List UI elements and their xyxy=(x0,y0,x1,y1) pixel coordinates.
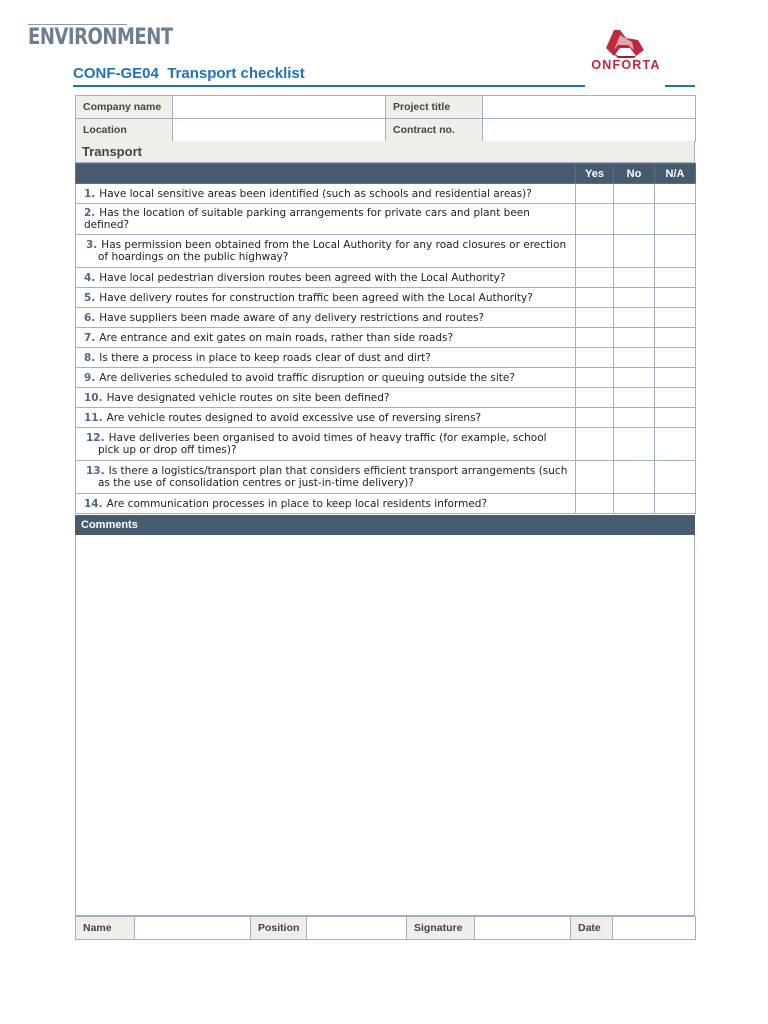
checklist-row xyxy=(76,268,696,288)
na-checkbox-cell[interactable] xyxy=(655,408,696,428)
question-text: Have local sensitive areas been identified (such as schools and residential areas)? xyxy=(99,187,532,200)
question-number: 1. xyxy=(84,187,96,200)
no-checkbox-cell[interactable] xyxy=(614,348,655,368)
yes-checkbox-cell[interactable] xyxy=(576,368,614,388)
question-cell xyxy=(76,268,576,288)
yes-checkbox-cell[interactable] xyxy=(576,328,614,348)
question-cell xyxy=(76,428,576,461)
question-cell xyxy=(76,308,576,328)
yes-column-header: Yes xyxy=(576,164,614,184)
contract-no-label: Contract no. xyxy=(386,119,483,142)
comments-header: Comments xyxy=(75,515,695,535)
logo-mark-icon xyxy=(584,28,668,62)
no-checkbox-cell[interactable] xyxy=(614,461,655,494)
question-cell xyxy=(76,328,576,348)
question-cell xyxy=(76,494,576,514)
section-brand-title: ENVIRONMENT xyxy=(28,25,173,50)
na-checkbox-cell[interactable] xyxy=(655,461,696,494)
yes-checkbox-cell[interactable] xyxy=(576,184,614,204)
question-text: Have delivery routes for construction traffic been agreed with the Local Authority? xyxy=(99,291,533,304)
checklist-row xyxy=(76,348,696,368)
question-cell xyxy=(76,461,576,494)
company-name-field[interactable] xyxy=(173,96,386,119)
question-number: 10. xyxy=(84,391,103,404)
question-cell xyxy=(76,408,576,428)
question-text: Is there a process in place to keep roads clear of dust and dirt? xyxy=(99,351,431,364)
checklist-header-row xyxy=(76,164,696,184)
checklist-row xyxy=(76,328,696,348)
question-text: Have designated vehicle routes on site been defined? xyxy=(106,391,390,404)
no-checkbox-cell[interactable] xyxy=(614,184,655,204)
checklist-row xyxy=(76,388,696,408)
yes-checkbox-cell[interactable] xyxy=(576,268,614,288)
question-number: 13. xyxy=(86,465,105,477)
title-underline-right xyxy=(665,85,695,87)
onforta-logo xyxy=(584,28,668,74)
document-title xyxy=(73,65,305,82)
company-name-label: Company name xyxy=(76,96,173,119)
question-text: Are communication processes in place to keep local residents informed? xyxy=(106,497,488,510)
checklist-row xyxy=(76,368,696,388)
location-label: Location xyxy=(76,119,173,142)
date-label: Date xyxy=(571,917,613,940)
no-checkbox-cell[interactable] xyxy=(614,388,655,408)
no-checkbox-cell[interactable] xyxy=(614,268,655,288)
question-text: Are vehicle routes designed to avoid excessive use of reversing sirens? xyxy=(106,411,482,424)
yes-checkbox-cell[interactable] xyxy=(576,494,614,514)
yes-checkbox-cell[interactable] xyxy=(576,388,614,408)
question-cell xyxy=(76,235,576,268)
question-text: Has permission been obtained from the Local Authority for any road closures or erection of hoardings on the public highway? xyxy=(98,239,567,263)
question-cell xyxy=(76,388,576,408)
na-checkbox-cell[interactable] xyxy=(655,308,696,328)
position-field[interactable] xyxy=(307,917,407,940)
no-column-header: No xyxy=(614,164,655,184)
document-code: CONF-GE04 xyxy=(73,65,159,82)
question-number: 9. xyxy=(84,371,96,384)
question-text: Has the location of suitable parking arrangements for private cars and plant been defined? xyxy=(84,207,530,231)
question-text: Have suppliers been made aware of any delivery restrictions and routes? xyxy=(99,311,485,324)
na-checkbox-cell[interactable] xyxy=(655,388,696,408)
question-number: 4. xyxy=(84,271,96,284)
logo-wordmark: ONFORTA xyxy=(591,58,661,72)
yes-checkbox-cell[interactable] xyxy=(576,428,614,461)
na-checkbox-cell[interactable] xyxy=(655,184,696,204)
name-label: Name xyxy=(76,917,135,940)
no-checkbox-cell[interactable] xyxy=(614,428,655,461)
question-number: 7. xyxy=(84,331,96,344)
checklist-row xyxy=(76,408,696,428)
checklist-row xyxy=(76,288,696,308)
na-checkbox-cell[interactable] xyxy=(655,328,696,348)
checklist-row xyxy=(76,235,696,268)
question-number: 14. xyxy=(84,497,103,510)
question-column-header xyxy=(76,164,576,184)
no-checkbox-cell[interactable] xyxy=(614,204,655,235)
na-checkbox-cell[interactable] xyxy=(655,494,696,514)
question-text: Are deliveries scheduled to avoid traffic disruption or queuing outside the site? xyxy=(99,371,515,384)
question-text: Have local pedestrian diversion routes been agreed with the Local Authority? xyxy=(99,271,506,284)
question-number: 6. xyxy=(84,311,96,324)
na-checkbox-cell[interactable] xyxy=(655,428,696,461)
section-title: Transport xyxy=(75,141,695,163)
checklist-table xyxy=(75,163,696,514)
question-cell xyxy=(76,368,576,388)
checklist-row xyxy=(76,494,696,514)
question-text: Are entrance and exit gates on main roads, rather than side roads? xyxy=(99,331,454,344)
question-cell xyxy=(76,288,576,308)
project-title-label: Project title xyxy=(386,96,483,119)
question-cell xyxy=(76,184,576,204)
na-checkbox-cell[interactable] xyxy=(655,288,696,308)
no-checkbox-cell[interactable] xyxy=(614,235,655,268)
no-checkbox-cell[interactable] xyxy=(614,408,655,428)
yes-checkbox-cell[interactable] xyxy=(576,204,614,235)
na-checkbox-cell[interactable] xyxy=(655,368,696,388)
no-checkbox-cell[interactable] xyxy=(614,328,655,348)
question-number: 3. xyxy=(86,239,98,251)
no-checkbox-cell[interactable] xyxy=(614,368,655,388)
question-number: 11. xyxy=(84,411,103,424)
signature-field[interactable] xyxy=(475,917,571,940)
na-column-header: N/A xyxy=(655,164,696,184)
question-text: Is there a logistics/transport plan that considers efficient transport arrangements (such as the use of consolidation centres or just-in-time delivery)? xyxy=(98,465,568,489)
signature-label: Signature xyxy=(407,917,475,940)
na-checkbox-cell[interactable] xyxy=(655,235,696,268)
question-cell xyxy=(76,204,576,235)
checklist-row xyxy=(76,428,696,461)
yes-checkbox-cell[interactable] xyxy=(576,235,614,268)
question-number: 8. xyxy=(84,351,96,364)
checklist-row xyxy=(76,204,696,235)
date-field[interactable] xyxy=(613,917,696,940)
question-number: 2. xyxy=(84,207,96,219)
signoff-table xyxy=(75,916,696,940)
checklist-row xyxy=(76,308,696,328)
location-field[interactable] xyxy=(173,119,386,142)
document-name: Transport checklist xyxy=(167,65,305,82)
name-field[interactable] xyxy=(135,917,251,940)
position-label: Position xyxy=(251,917,307,940)
na-checkbox-cell[interactable] xyxy=(655,204,696,235)
question-number: 5. xyxy=(84,291,96,304)
title-underline xyxy=(73,85,585,87)
no-checkbox-cell[interactable] xyxy=(614,308,655,328)
checklist-row xyxy=(76,184,696,204)
question-text: Have deliveries been organised to avoid times of heavy traffic (for example, school pick up or drop off times)? xyxy=(98,432,547,456)
question-cell xyxy=(76,348,576,368)
no-checkbox-cell[interactable] xyxy=(614,494,655,514)
yes-checkbox-cell[interactable] xyxy=(576,308,614,328)
yes-checkbox-cell[interactable] xyxy=(576,408,614,428)
project-title-field[interactable] xyxy=(483,96,696,119)
question-number: 12. xyxy=(86,432,105,444)
yes-checkbox-cell[interactable] xyxy=(576,348,614,368)
header-fields-table xyxy=(75,95,696,142)
na-checkbox-cell[interactable] xyxy=(655,268,696,288)
checklist-row xyxy=(76,461,696,494)
contract-no-field[interactable] xyxy=(483,119,696,142)
yes-checkbox-cell[interactable] xyxy=(576,288,614,308)
na-checkbox-cell[interactable] xyxy=(655,348,696,368)
no-checkbox-cell[interactable] xyxy=(614,288,655,308)
comments-field[interactable] xyxy=(75,535,695,916)
yes-checkbox-cell[interactable] xyxy=(576,461,614,494)
